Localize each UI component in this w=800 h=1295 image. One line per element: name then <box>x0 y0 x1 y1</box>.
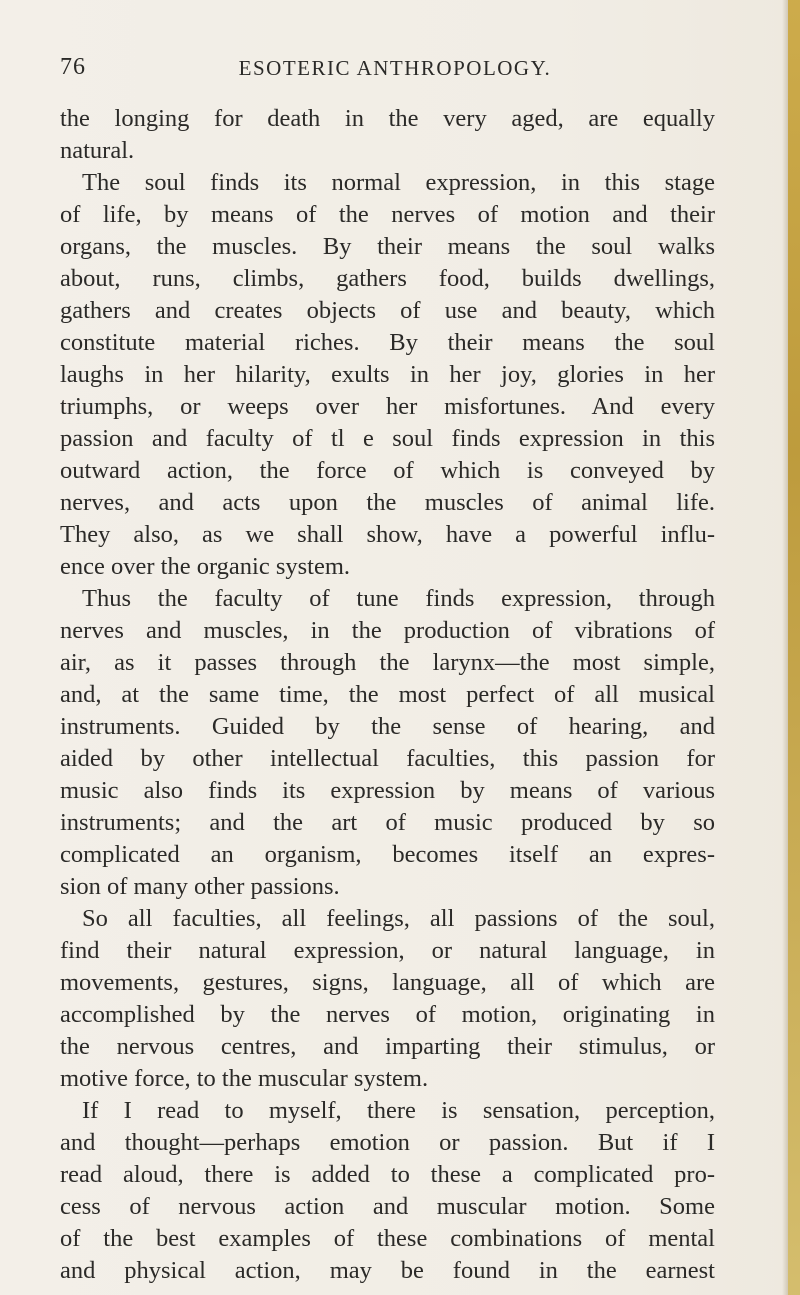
text-line: cess of nervous action and muscular motion. Some <box>60 1193 715 1220</box>
text-line: of life, by means of the nerves of motion and their <box>60 201 715 228</box>
text-line: about, runs, climbs, gathers food, builds dwellings, <box>60 265 715 292</box>
text-line: of the best examples of these combinations of mental <box>60 1225 715 1252</box>
text-line: ence over the organic system. <box>60 553 351 580</box>
text-line: organs, the muscles. By their means the soul walks <box>60 233 715 260</box>
page-number: 76 <box>60 54 86 80</box>
text-line: movements, gestures, signs, language, all of which are <box>60 969 715 996</box>
text-line: find their natural expression, or natural language, in <box>60 937 715 964</box>
text-line: laughs in her hilarity, exults in her joy, glories in her <box>60 361 715 388</box>
text-line: air, as it passes through the larynx—the most simple, <box>60 649 715 676</box>
text-line: gathers and creates objects of use and beauty, which <box>60 297 715 324</box>
page-gilt-edge <box>788 0 800 1295</box>
text-line: passion and faculty of tl e soul finds expression in this <box>60 425 715 452</box>
text-line: nerves and muscles, in the production of vibrations of <box>60 617 715 644</box>
body-text <box>60 103 715 1287</box>
text-line: sion of many other passions. <box>60 873 340 900</box>
text-line: natural. <box>60 137 135 164</box>
text-line: motive force, to the muscular system. <box>60 1065 429 1092</box>
running-head: ESOTERIC ANTHROPOLOGY. <box>238 56 552 80</box>
text-line: complicated an organism, becomes itself an expres- <box>60 841 715 868</box>
text-line: nerves, and acts upon the muscles of animal life. <box>60 489 715 516</box>
text-line: and physical action, may be found in the earnest <box>60 1257 715 1284</box>
text-line: music also finds its expression by means of various <box>60 777 715 804</box>
text-line: outward action, the force of which is conveyed by <box>60 457 715 484</box>
page-header <box>60 54 730 84</box>
text-line: triumphs, or weeps over her misfortunes. And every <box>60 393 715 420</box>
text-line: the nervous centres, and imparting their stimulus, or <box>60 1033 715 1060</box>
text-line: instruments. Guided by the sense of hearing, and <box>60 713 715 740</box>
text-line: the longing for death in the very aged, are equally <box>60 105 715 132</box>
text-line: read aloud, there is added to these a complicated pro- <box>60 1161 715 1188</box>
text-line: If I read to myself, there is sensation, perception, <box>82 1097 715 1124</box>
text-line: They also, as we shall show, have a powerful influ- <box>60 521 715 548</box>
text-line: aided by other intellectual faculties, this passion for <box>60 745 715 772</box>
text-line: The soul finds its normal expression, in this stage <box>82 169 715 196</box>
text-line: So all faculties, all feelings, all passions of the soul, <box>82 905 715 932</box>
text-line: and thought—perhaps emotion or passion. But if I <box>60 1129 715 1156</box>
text-line: accomplished by the nerves of motion, originating in <box>60 1001 715 1028</box>
text-line: Thus the faculty of tune finds expression, through <box>82 585 715 612</box>
text-line: constitute material riches. By their means the soul <box>60 329 715 356</box>
text-line: instruments; and the art of music produced by so <box>60 809 715 836</box>
text-line: and, at the same time, the most perfect of all musical <box>60 681 715 708</box>
